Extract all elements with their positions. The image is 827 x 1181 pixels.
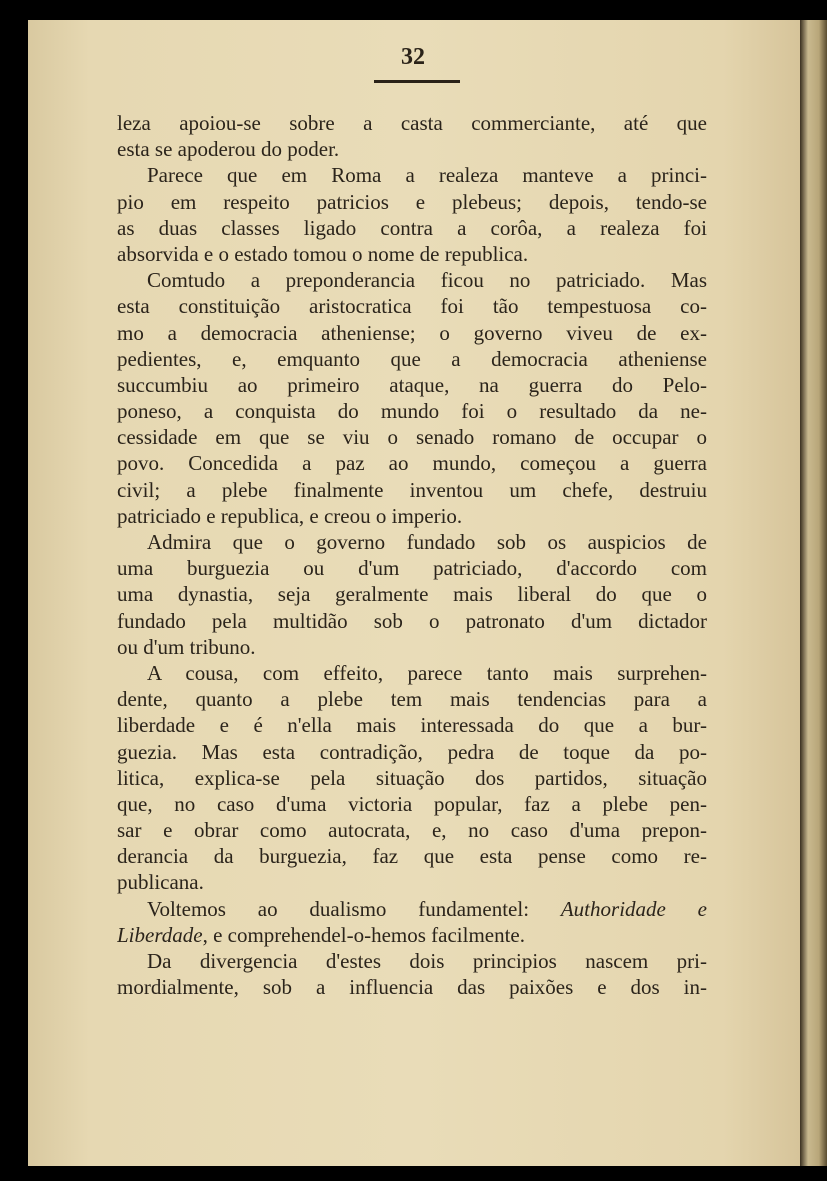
text-line bbox=[117, 922, 707, 948]
text-line bbox=[117, 686, 707, 712]
text-line bbox=[117, 241, 707, 267]
text-line bbox=[117, 215, 707, 241]
text-line bbox=[117, 450, 707, 476]
text-line bbox=[117, 346, 707, 372]
text-line bbox=[117, 974, 707, 1000]
line-text: litica, explica-se pela situação dos partidos, situação bbox=[117, 765, 707, 790]
line-text: patriciado e republica, e creou o imperio. bbox=[117, 503, 463, 528]
line-text: Voltemos ao dualismo fundamentel: bbox=[147, 896, 561, 921]
line-text: povo. Concedida a paz ao mundo, começou a guerra bbox=[117, 451, 707, 476]
text-line bbox=[117, 634, 707, 660]
line-text: uma dynastia, seja geralmente mais liberal do que o bbox=[117, 582, 707, 607]
line-text: absorvida e o estado tomou o nome de republica. bbox=[117, 241, 529, 266]
line-text: as duas classes ligado contra a corôa, a realeza foi bbox=[117, 215, 707, 240]
line-text: A cousa, com effeito, parece tanto mais surprehen- bbox=[147, 660, 707, 685]
text-line bbox=[117, 293, 707, 319]
text-line bbox=[117, 555, 707, 581]
line-text: dente, quanto a plebe tem mais tendencias para a bbox=[117, 687, 707, 712]
next-page-edge bbox=[800, 20, 827, 1166]
line-text: Da divergencia d'estes dois principios nascem pri- bbox=[147, 949, 707, 973]
line-text: Comtudo a preponderancia ficou no patriciado. Mas bbox=[147, 268, 707, 293]
text-line bbox=[117, 189, 707, 215]
line-text: cessidade em que se viu o senado romano de occupar o bbox=[117, 425, 707, 450]
line-text: Admira que o governo fundado sob os auspicios de bbox=[147, 530, 707, 554]
line-text: derancia da burguezia, faz que esta pense como re- bbox=[117, 844, 707, 869]
line-text: , e comprehendel-o-hemos facilmente. bbox=[202, 922, 526, 947]
line-text: Parece que em Roma a realeza manteve a princi- bbox=[147, 163, 707, 188]
line-text: pedientes, e, emquanto que a democracia atheniense bbox=[117, 346, 707, 371]
italic-text: Liberdade bbox=[117, 922, 203, 947]
line-text: esta se apoderou do poder. bbox=[117, 137, 340, 162]
text-line bbox=[117, 136, 707, 162]
line-text: que, no caso d'uma victoria popular, faz a plebe pen- bbox=[117, 791, 707, 816]
page-number-rule bbox=[374, 80, 460, 83]
line-text: ou d'um tribuno. bbox=[117, 634, 256, 659]
line-text: guezia. Mas esta contradição, pedra de toque da po- bbox=[117, 739, 707, 764]
line-text: pio em respeito patricios e plebeus; depois, tendo-se bbox=[117, 189, 707, 214]
line-text: mordialmente, sob a influencia das paixões e dos in- bbox=[117, 975, 707, 1000]
text-line bbox=[117, 712, 707, 738]
text-line bbox=[117, 581, 707, 607]
line-text: esta constituição aristocratica foi tão tempestuosa co- bbox=[117, 294, 707, 319]
text-line bbox=[117, 948, 707, 974]
text-line bbox=[117, 162, 707, 188]
text-line bbox=[117, 477, 707, 503]
page-number: 32 bbox=[401, 44, 425, 70]
line-text: publicana. bbox=[117, 870, 204, 895]
line-text: leza apoiou-se sobre a casta commerciante, até que bbox=[117, 111, 707, 135]
line-text: succumbiu ao primeiro ataque, na guerra do Pelo- bbox=[117, 372, 707, 397]
line-text: uma burguezia ou d'um patriciado, d'accordo com bbox=[117, 556, 707, 581]
text-line bbox=[117, 110, 707, 136]
text-line bbox=[117, 372, 707, 398]
text-line bbox=[117, 843, 707, 869]
text-line bbox=[117, 660, 707, 686]
text-line bbox=[117, 529, 707, 555]
text-line bbox=[117, 267, 707, 293]
line-text: poneso, a conquista do mundo foi o resultado da ne- bbox=[117, 399, 707, 424]
text-line bbox=[117, 765, 707, 791]
italic-text: Authoridade e bbox=[560, 896, 707, 921]
text-line bbox=[117, 817, 707, 843]
line-text: mo a democracia atheniense; o governo viveu de ex- bbox=[117, 320, 707, 345]
line-text: liberdade e é n'ella mais interessada do que a bur- bbox=[117, 713, 707, 738]
text-line bbox=[117, 503, 707, 529]
body-text bbox=[117, 110, 707, 1000]
text-line bbox=[117, 398, 707, 424]
text-line bbox=[117, 791, 707, 817]
text-line bbox=[117, 739, 707, 765]
text-line bbox=[117, 424, 707, 450]
line-text: fundado pela multidão sob o patronato d'um dictador bbox=[117, 608, 707, 633]
text-line bbox=[117, 608, 707, 634]
text-line bbox=[117, 320, 707, 346]
line-text: civil; a plebe finalmente inventou um chefe, destruiu bbox=[117, 477, 707, 502]
line-text: sar e obrar como autocrata, e, no caso d'uma prepon- bbox=[117, 818, 707, 843]
text-line bbox=[117, 896, 707, 922]
text-line bbox=[117, 869, 707, 895]
